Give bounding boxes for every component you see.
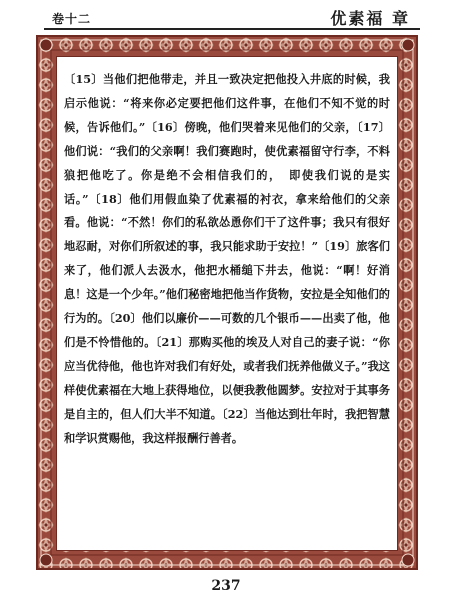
chapter-title: 优素福 章 <box>330 9 410 28</box>
header-rule <box>44 28 420 30</box>
page-number: 237 <box>211 578 241 594</box>
volume-label: 卷十二 <box>52 12 92 26</box>
body-text: 〔15〕当他们把他带走，并且一致决定把他投入井底的时候，我启示他说：“将来你必定要把他们这件事，在他们不知不觉的时候，告诉他们。”〔16〕傍晚，他们哭着来见他们的父亲，〔17〕他们说：“我们的父亲啊！我们赛跑时，使优素福留守行李，不料狼把他吃了。你是绝不会相信我们的， 即使我们说的是实话。”〔18〕他们用假血染了优素福的衬衣，拿来给他们的父亲看。他说：“不然！你们的私欲怂恿你们干了这件事；我只有很好地忍耐，对你们所叙述的事，我只能求助于安拉！”〔19〕旅客们来了，他们派人去汲水，他把水桶缒下井去，他说：“啊！好消息！这是一个少年。”他们秘密地把他当作货物，安拉是全知他们的行为的。〔20〕他们以廉价——可数的几个银币——出卖了他，他们是不怜惜他的。〔21〕那购买他的埃及人对自己的妻子说：“你应当优待他，他也许对我们有好处，或者我们抚养他做义子。”我这样使优素福在大地上获得地位，以便我教他圆梦。安拉对于其事务是自主的，但人们大半不知道。〔22〕当他达到壮年时，我把智慧和学识赏赐他，我这样报酬行善者。 <box>64 72 390 445</box>
running-header <box>0 0 452 36</box>
